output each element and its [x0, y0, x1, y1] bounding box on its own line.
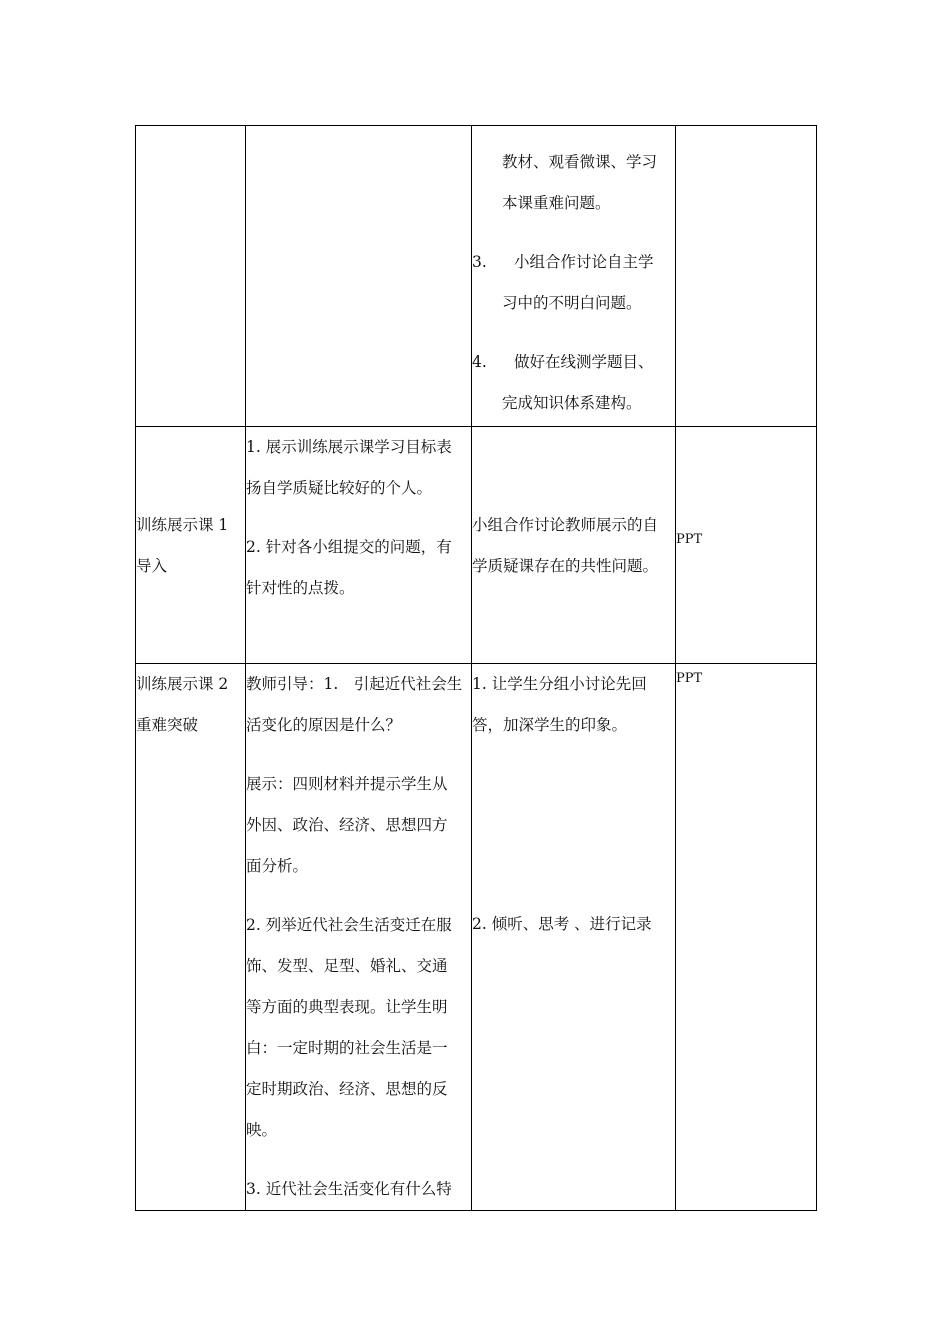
- table-cell-student: [472, 664, 676, 1211]
- text-line: 等方面的典型表现。让学生明: [246, 998, 448, 1016]
- text-line: 饰、发型、足型、婚礼、交通: [246, 957, 448, 975]
- text-line: 2. 倾听、思考 、进行记录: [472, 915, 652, 933]
- text-line: 教师引导：1. 引起近代社会生: [246, 675, 463, 693]
- table-row: [136, 427, 817, 664]
- text-line: 展示：四则材料并提示学生从: [246, 775, 448, 793]
- list-item: [472, 342, 675, 383]
- text-line: 答，加深学生的印象。: [472, 716, 628, 734]
- text-line: 面分析。: [246, 857, 309, 875]
- lesson-plan-table: [135, 125, 817, 1211]
- table-cell-teacher: [246, 427, 472, 664]
- text-line: 扬自学质疑比较好的个人。: [246, 479, 433, 497]
- table-cell-student: [472, 126, 676, 427]
- text-line: 习中的不明白问题。: [502, 294, 642, 312]
- text-line: 教材、观看微课、学习: [502, 153, 658, 171]
- table-cell-resource: [676, 126, 817, 427]
- stage-subtitle: 重难突破: [136, 716, 199, 734]
- list-number: 4.: [472, 353, 487, 371]
- text-line: 2. 列举近代社会生活变迁在服: [246, 916, 452, 934]
- table-cell-resource: [676, 664, 817, 1211]
- text-line: 1. 展示训练展示课学习目标表: [246, 438, 452, 456]
- text-line: 小组合作讨论自主学: [514, 253, 654, 271]
- text-line: 针对性的点拨。: [246, 579, 355, 597]
- text-line: 2. 针对各小组提交的问题，有: [246, 538, 452, 556]
- text-line: 完成知识体系建构。: [502, 394, 642, 412]
- resource-label: PPT: [676, 671, 703, 686]
- table-cell-teacher: [246, 664, 472, 1211]
- table-cell-stage: [136, 126, 246, 427]
- text-line: 3. 近代社会生活变化有什么特: [246, 1180, 452, 1198]
- text-line: 白：一定时期的社会生活是一: [246, 1039, 448, 1057]
- stage-name: 训练展示课 1: [136, 516, 229, 534]
- text-line: 外因、政治、经济、思想四方: [246, 816, 448, 834]
- table-cell-stage: [136, 427, 246, 664]
- table-row: [136, 664, 817, 1211]
- stage-name: 训练展示课 2: [136, 675, 229, 693]
- table-cell-student: [472, 427, 676, 664]
- text-line: 映。: [246, 1121, 278, 1139]
- list-number: 3.: [472, 253, 487, 271]
- text-line: 本课重难问题。: [502, 194, 611, 212]
- text-line: 学质疑课存在的共性问题。: [472, 557, 659, 575]
- stage-subtitle: 导入: [136, 557, 168, 575]
- table-cell-teacher: [246, 126, 472, 427]
- text-line: 活变化的原因是什么？: [246, 716, 402, 734]
- table-cell-stage: [136, 664, 246, 1211]
- table-row: [136, 126, 817, 427]
- text-line: 1. 让学生分组小讨论先回: [472, 675, 647, 693]
- list-item: [472, 242, 675, 283]
- text-line: 小组合作讨论教师展示的自: [472, 516, 659, 534]
- table-cell-resource: [676, 427, 817, 664]
- text-line: 定时期政治、经济、思想的反: [246, 1080, 448, 1098]
- resource-label: PPT: [676, 532, 703, 547]
- text-line: 做好在线测学题目、: [514, 353, 654, 371]
